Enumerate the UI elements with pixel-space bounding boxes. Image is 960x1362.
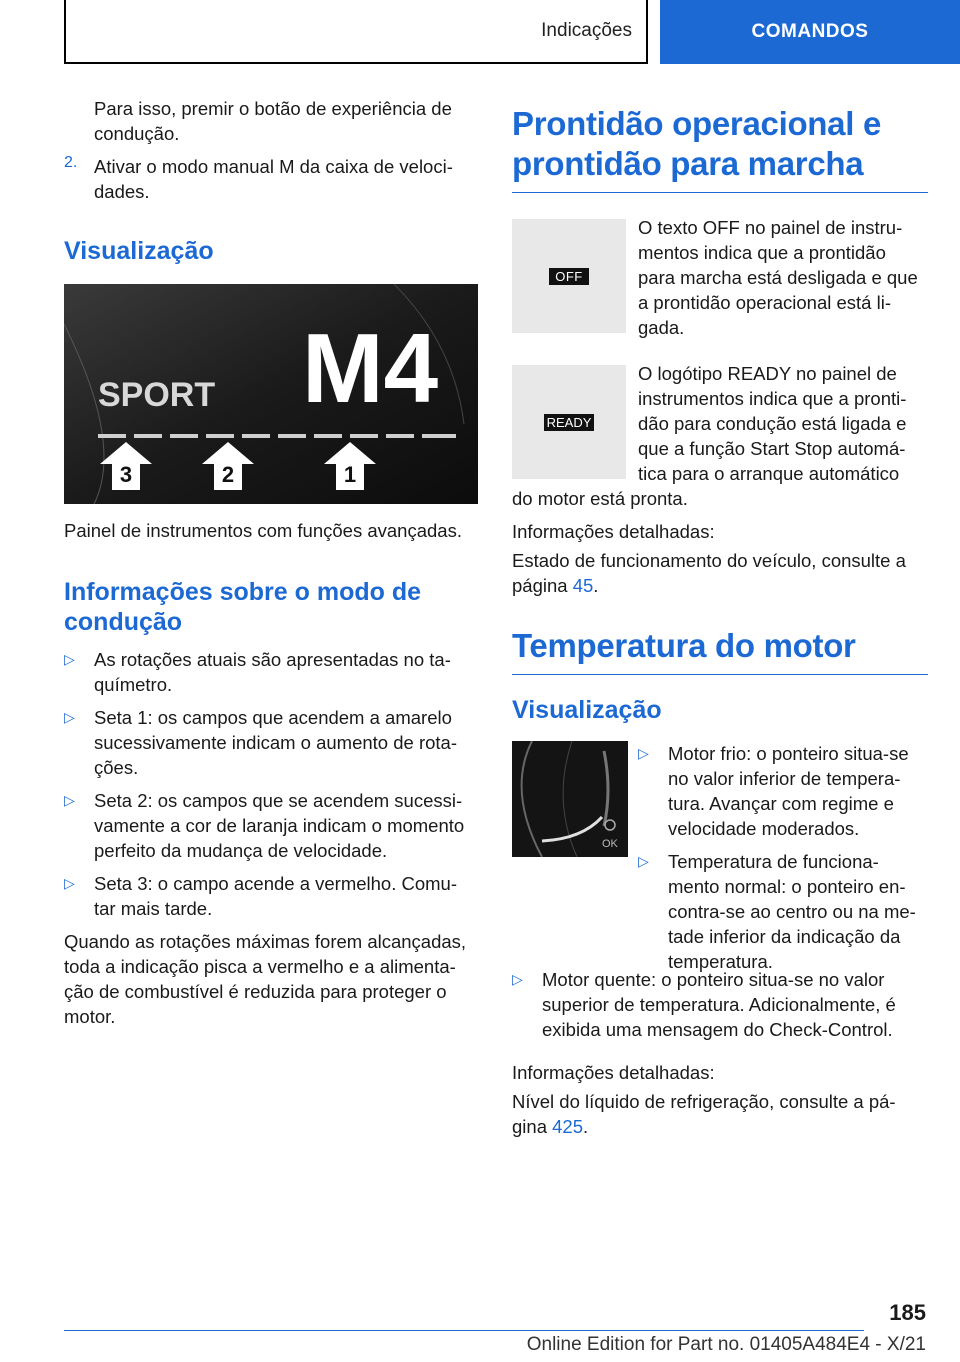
header-section-label: Indicações [541,20,632,41]
temperature-gauge-image [512,741,628,857]
page-number: 185 [889,1300,926,1325]
step-2 [64,154,478,204]
info-label-2: Informações detalhadas: [512,1062,715,1083]
closing-paragraph: Quando as rotações máximas forem alcançadas, toda a indicação pisca a vermelho e a alimenta-ção de combustível é reduzida para proteger o motor. [64,931,467,1027]
ready-description: O logótipo READY no painel de instrumentos indica que a pronti-dão para condução está ligada e que a função Start Stop automá-tica para o arranque automático [638,363,907,484]
info-reference-2: Nível do líquido de refrigeração, consulte a pá-gina 425. [512,1091,896,1137]
right-column [512,104,928,1139]
temp-block [512,741,928,972]
gauge-ok-label: OK [602,838,618,850]
header-chapter-tab [660,0,960,64]
off-indicator-image [512,219,626,333]
off-indicator-label: OFF [549,268,589,285]
heading-visualizacao-2: Visualização [512,696,662,724]
image-caption: Painel de instrumentos com funções avançadas. [64,520,462,541]
heading-rule [512,674,928,675]
step-2-text: Ativar o modo manual M da caixa de veloci-dades. [94,156,453,202]
bullet-triangle-icon: ▷ [64,792,75,808]
bullet-triangle-icon: ▷ [638,745,649,761]
bullet-triangle-icon: ▷ [64,709,75,725]
off-block [512,215,928,339]
arrow-1-label: 1 [343,462,357,487]
bullet-triangle-icon: ▷ [512,971,523,987]
arrow-2-label: 2 [221,462,235,487]
footer-rule [64,1330,864,1331]
arrow-3-label: 3 [119,462,133,487]
list-item: ▷ Seta 1: os campos que acendem a amarelo sucessivamente indicam o aumento de rota-ções. [64,707,457,778]
list-item: ▷ Motor frio: o ponteiro situa-se no valor inferior de tempera-tura. Avançar com regime e velocidade moderados. [638,743,909,839]
page-link-45[interactable]: 45 [572,575,594,596]
list-item: ▷ Seta 2: os campos que se acendem sucessi-vamente a cor de laranja indicam o momento perfeito da mudança de velocidade. [64,790,465,861]
step-2-number: 2. [64,154,78,171]
left-column [64,96,478,1029]
footer-edition: Online Edition for Part no. 01405A484E4 - X/21 [526,1334,926,1355]
list-item: ▷ Motor quente: o ponteiro situa-se no valor superior de temperatura. Adicionalmente, é exibida uma mensagem do Check-Control. [512,969,896,1040]
temp-bullet-list [638,741,928,982]
ready-description-end: do motor está pronta. [512,488,688,509]
instrument-cluster-image [64,284,478,504]
bullet-triangle-icon: ▷ [638,853,649,869]
list-item: ▷ Seta 3: o campo acende a vermelho. Comu-tar mais tarde. [64,873,457,919]
page-link-425[interactable]: 425 [552,1116,583,1137]
ready-indicator-image [512,365,626,479]
info-label-1: Informações detalhadas: [512,521,715,542]
heading-visualizacao: Visualização [64,237,214,265]
ready-indicator-label: READY [544,414,595,431]
mode-bullet-list [64,647,478,921]
header-chapter-label: COMANDOS [751,21,869,42]
heading-rule [512,192,928,193]
sport-label: SPORT [98,376,216,414]
header-section-tab [64,0,648,64]
ready-block [512,361,928,511]
list-item: ▷ Temperatura de funciona-mento normal: o ponteiro en-contra-se ao centro ou na me-tade inferior da indicação da temperatura. [638,851,916,972]
heading-temperatura: Temperatura do motor [512,627,856,664]
off-description: O texto OFF no painel de instru-mentos indica que a prontidão para marcha está desligada e que a prontidão operacional está li-gada. [638,217,918,338]
list-item: ▷ As rotações atuais são apresentadas no ta-químetro. [64,649,451,695]
bullet-triangle-icon: ▷ [64,651,75,667]
heading-informacoes: Informações sobre o modo de condução [64,578,422,636]
bullet-triangle-icon: ▷ [64,875,75,891]
heading-prontidao: Prontidão operacional e prontidão para marcha [512,105,882,182]
info-reference-1: Estado de funcionamento do veículo, consulte a página 45. [512,550,906,596]
step1-continuation: Para isso, premir o botão de experiência de condução. [94,98,452,144]
gear-label: M4 [302,313,439,423]
